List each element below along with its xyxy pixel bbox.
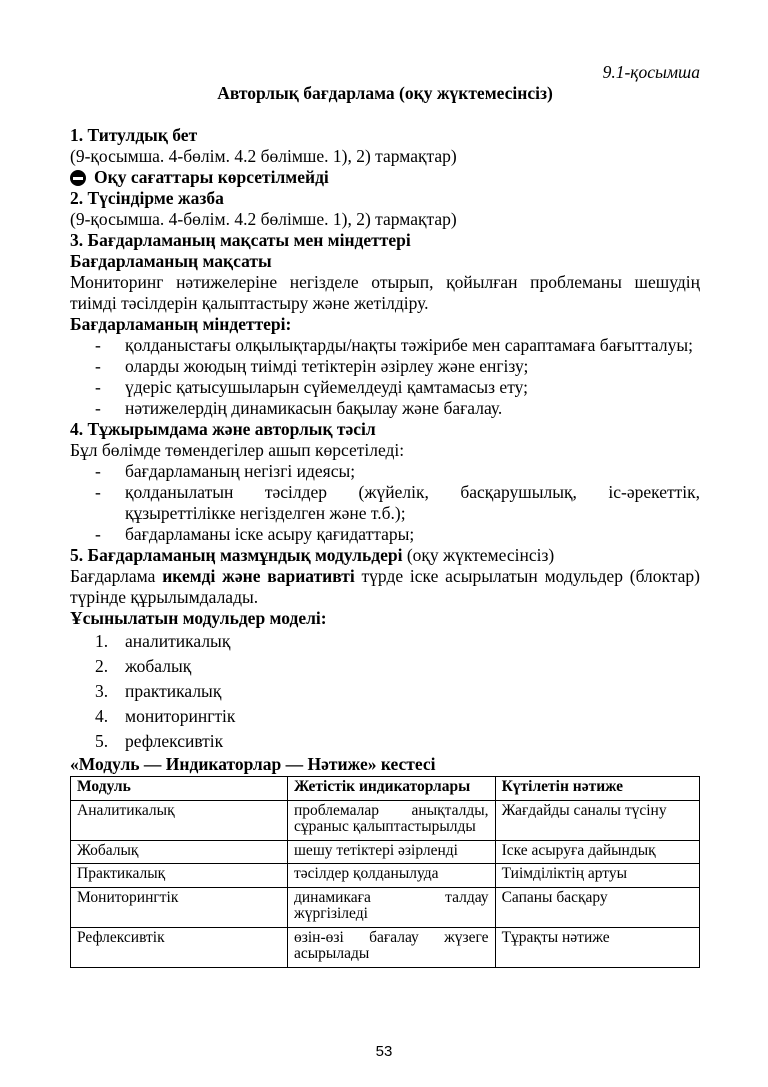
- module-item-text: мониторингтік: [125, 706, 236, 726]
- module-item: [70, 704, 700, 729]
- section-5-paragraph-lead: Бағдарлама: [70, 566, 163, 586]
- number-marker: 3.: [95, 681, 109, 701]
- concept-item-text: бағдарламаның негізгі идеясы;: [125, 461, 356, 481]
- modules-list: [70, 629, 700, 754]
- section-2-reference: (9-қосымша. 4-бөлім. 4.2 бөлімше. 1), 2) тармақтар): [70, 209, 457, 229]
- concept-item: [70, 524, 700, 545]
- module-item: [70, 729, 700, 754]
- task-item: [70, 377, 700, 398]
- concept-item-text: қолданылатын тәсілдер (жүйелік, басқарушылық, іс-әрекеттік, құзыреттілікке негізделген және т.б.);: [125, 482, 700, 523]
- table-cell: Тиімділіктің артуы: [495, 864, 699, 888]
- dash-marker: -: [95, 356, 101, 376]
- no-hours-note: [70, 167, 700, 188]
- table-cell: өзін-өзі бағалау жүзеге асырылады: [288, 927, 496, 967]
- number-marker: 4.: [95, 706, 109, 726]
- table-row: [71, 800, 700, 840]
- table-cell: Аналитикалық: [71, 800, 288, 840]
- dash-marker: -: [95, 398, 101, 418]
- section-5-heading: [70, 545, 700, 566]
- table-cell: тәсілдер қолданылуда: [288, 864, 496, 888]
- task-item: [70, 398, 700, 419]
- section-5-heading-bold: 5. Бағдарламаның мазмұндық модульдері: [70, 545, 403, 565]
- task-item-text: қолданыстағы олқылықтарды/нақты тәжірибе мен сараптамаға бағытталуы;: [125, 335, 693, 355]
- dash-marker: -: [95, 524, 101, 544]
- dash-marker: -: [95, 482, 101, 502]
- dash-marker: -: [95, 461, 101, 481]
- goal-paragraph: Мониторинг нәтижелеріне негізделе отырып, қойылған проблеманы шешудің тиімді тәсілдерін қалыптастыру және жетілдіру.: [70, 272, 700, 313]
- table-cell: Жобалық: [71, 840, 288, 864]
- document-title: Авторлық бағдарлама (оқу жүктемесінсіз): [217, 83, 553, 103]
- section-4-intro: Бұл бөлімде төмендегілер ашып көрсетіледі:: [70, 440, 405, 460]
- module-item-text: рефлексивтік: [125, 731, 224, 751]
- section-4-heading: 4. Тұжырымдама және авторлық тәсіл: [70, 419, 376, 439]
- table-cell: Іске асыруға дайындық: [495, 840, 699, 864]
- appendix-label: 9.1-қосымша: [602, 62, 700, 82]
- module-item-text: аналитикалық: [125, 631, 231, 651]
- table-row: [71, 887, 700, 927]
- table-row: [71, 927, 700, 967]
- table-header-row: [71, 777, 700, 801]
- table-cell: Мониторингтік: [71, 887, 288, 927]
- table-caption: «Модуль — Индикаторлар — Нәтиже» кестесі: [70, 754, 436, 774]
- task-item: [70, 335, 700, 356]
- section-5-paragraph: [70, 566, 700, 608]
- concept-item: [70, 461, 700, 482]
- module-item-text: практикалық: [125, 681, 222, 701]
- tasks-heading: Бағдарламаның міндеттері:: [70, 314, 292, 334]
- table-cell: проблемалар анықталды, сұраныс қалыптастырылды: [288, 800, 496, 840]
- dash-marker: -: [95, 377, 101, 397]
- modules-indicators-table: [70, 776, 700, 968]
- table-row: [71, 840, 700, 864]
- task-item-text: нәтижелердің динамикасын бақылау және бағалау.: [125, 398, 503, 418]
- task-item-text: оларды жоюдың тиімді тетіктерін әзірлеу және енгізу;: [125, 356, 529, 376]
- module-item-text: жобалық: [125, 656, 192, 676]
- number-marker: 2.: [95, 656, 109, 676]
- task-item-text: үдеріс қатысушыларын сүйемелдеуді қамтамасыз ету;: [125, 377, 528, 397]
- concept-item: [70, 482, 700, 524]
- no-entry-icon: [70, 170, 86, 186]
- section-1-heading: 1. Титулдық бет: [70, 125, 198, 145]
- table-cell: Тұрақты нәтиже: [495, 927, 699, 967]
- table-cell: Сапаны басқару: [495, 887, 699, 927]
- task-item: [70, 356, 700, 377]
- number-marker: 1.: [95, 631, 109, 651]
- table-cell: Жағдайды саналы түсіну: [495, 800, 699, 840]
- concept-item-text: бағдарламаны іске асыру қағидаттары;: [125, 524, 415, 544]
- dash-marker: -: [95, 335, 101, 355]
- module-item: [70, 679, 700, 704]
- table-cell: Практикалық: [71, 864, 288, 888]
- table-cell: динамикаға талдау жүргізіледі: [288, 887, 496, 927]
- table-cell: шешу тетіктері әзірленді: [288, 840, 496, 864]
- number-marker: 5.: [95, 731, 109, 751]
- table-cell: Рефлексивтік: [71, 927, 288, 967]
- table-row: [71, 864, 700, 888]
- module-item: [70, 654, 700, 679]
- table-header-result: Күтілетін нәтиже: [495, 777, 699, 801]
- module-item: [70, 629, 700, 654]
- modules-list-heading: Ұсынылатын модульдер моделі:: [70, 608, 327, 628]
- section-2-heading: 2. Түсіндірме жазба: [70, 188, 224, 208]
- page-number: 53: [375, 1043, 393, 1060]
- section-5-paragraph-tail: түрде іске асырылатын модульдер (блоктар) түрінде құрылымдалады.: [70, 566, 700, 607]
- spacer: [70, 104, 700, 125]
- table-header-indicators: Жетістік индикаторлары: [288, 777, 496, 801]
- no-hours-note-text: Оқу сағаттары көрсетілмейді: [94, 167, 329, 187]
- section-5-paragraph-bold: икемді және вариативті: [162, 566, 355, 586]
- section-3-heading: 3. Бағдарламаның мақсаты мен міндеттері: [70, 230, 411, 250]
- section-1-reference: (9-қосымша. 4-бөлім. 4.2 бөлімше. 1), 2) тармақтар): [70, 146, 457, 166]
- goal-heading: Бағдарламаның мақсаты: [70, 251, 272, 271]
- section-5-heading-tail: (оқу жүктемесінсіз): [402, 545, 555, 565]
- table-header-module: Модуль: [71, 777, 288, 801]
